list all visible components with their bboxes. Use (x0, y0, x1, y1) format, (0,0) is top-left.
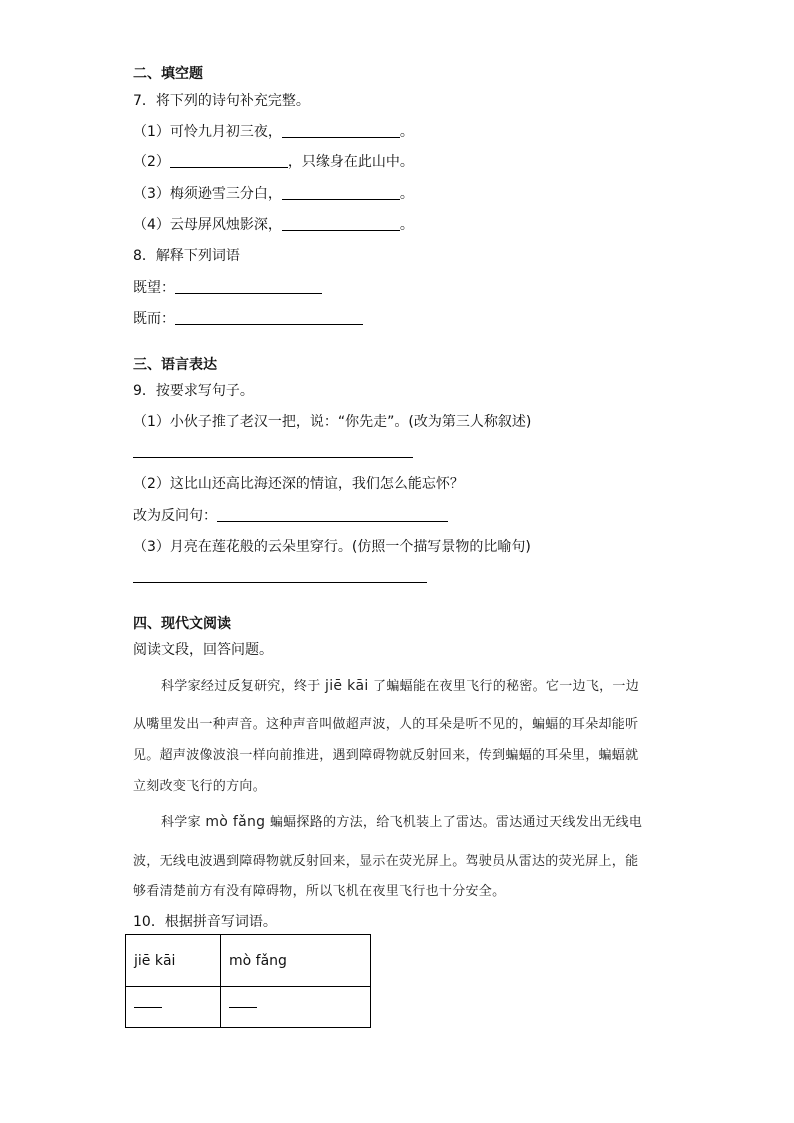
reading-intro: 阅读文段，回答问题。 (133, 642, 273, 658)
word-label: 既望： (133, 280, 175, 296)
passage-para-1-line-2: 从嘴里发出一种声音。这种声音叫做超声波，人的耳朵是听不见的，蝙蝠的耳朵却能听 (133, 717, 639, 732)
answer-line[interactable] (133, 457, 413, 458)
item-end: 。 (399, 186, 414, 202)
section-title-language: 三、语言表达 (133, 357, 217, 373)
prompt-label: 改为反问句： (133, 508, 217, 524)
passage-text: 了蝙蝠能在夜里飞行的秘密。它一边飞，一边 (373, 679, 640, 694)
question-8-stem: 8．解释下列词语 (133, 248, 240, 264)
question-9-item-3: （3）月亮在莲花般的云朵里穿行。(仿照一个描写景物的比喻句) (133, 539, 531, 555)
passage-para-2-line-3: 够看清楚前方有没有障碍物，所以飞机在夜里飞行也十分安全。 (133, 884, 506, 899)
answer-blank[interactable] (282, 216, 400, 231)
pinyin-jiekai: jiē kāi (325, 678, 369, 694)
item-number: （3） (133, 186, 170, 202)
question-9-item-1: （1）小伙子推了老汉一把，说：“你先走”。(改为第三人称叙述) (133, 414, 532, 430)
item-text: 梅须逊雪三分白， (169, 186, 282, 202)
question-8-word-2 (133, 308, 363, 328)
answer-blank[interactable] (170, 153, 288, 168)
question-7-item-2 (133, 151, 414, 171)
pinyin-mofang: mò fǎng (205, 814, 266, 830)
question-9-stem: 9．按要求写句子。 (133, 383, 254, 399)
item-end: 。 (399, 124, 414, 140)
answer-blank[interactable] (175, 310, 363, 325)
section-title-reading: 四、现代文阅读 (133, 616, 231, 632)
passage-para-1-line-4: 立刻改变飞行的方向。 (133, 779, 267, 794)
passage-para-2-line-2: 波，无线电波遇到障碍物就反射回来，显示在荧光屏上。驾驶员从雷达的荧光屏上，能 (133, 854, 639, 869)
item-number: （4） (133, 217, 170, 233)
question-7-item-1 (133, 121, 414, 141)
item-text: 可怜九月初三夜， (169, 124, 282, 140)
item-end: ，只缘身在此山中。 (287, 154, 414, 170)
passage-text: 蝙蝠探路的方法，给飞机装上了雷达。雷达通过天线发出无线电 (269, 815, 643, 830)
question-8-word-1 (133, 277, 322, 297)
item-end: 。 (399, 217, 414, 233)
answer-line[interactable] (133, 582, 427, 583)
question-7-item-3 (133, 183, 414, 203)
section-title-fill-blank: 二、填空题 (133, 66, 203, 82)
table-cell-answer-2[interactable] (221, 987, 371, 1028)
answer-blank[interactable] (229, 1007, 257, 1008)
item-number: （1） (133, 124, 170, 140)
table-cell-answer-1[interactable] (126, 987, 221, 1028)
table-cell-pinyin-1: jiē kāi (126, 935, 221, 987)
answer-blank[interactable] (282, 123, 400, 138)
item-text: 云母屏风烛影深， (169, 217, 282, 233)
passage-para-1-line-1 (161, 675, 639, 694)
passage-text: 科学家经过反复研究，终于 (161, 679, 321, 694)
question-9-item-2-answer (133, 505, 448, 525)
passage-text: 科学家 (161, 815, 201, 830)
item-number: （2） (133, 154, 170, 170)
answer-blank[interactable] (134, 1007, 162, 1008)
answer-blank[interactable] (217, 507, 448, 522)
question-7-item-4 (133, 214, 414, 234)
question-9-item-2: （2）这比山还高比海还深的情谊，我们怎么能忘怀？ (133, 476, 464, 492)
table-cell-pinyin-2: mò fǎng (221, 935, 371, 987)
question-7-stem: 7．将下列的诗句补充完整。 (133, 93, 310, 109)
pinyin-answer-table (125, 934, 371, 1028)
answer-blank[interactable] (282, 185, 400, 200)
word-label: 既而： (133, 311, 175, 327)
passage-para-1-line-3: 见。超声波像波浪一样向前推进，遇到障碍物就反射回来，传到蝙蝠的耳朵里，蝙蝠就 (133, 748, 639, 763)
passage-para-2-line-1 (161, 811, 642, 830)
question-10-stem: 10．根据拼音写词语。 (133, 914, 277, 930)
answer-blank[interactable] (175, 279, 322, 294)
